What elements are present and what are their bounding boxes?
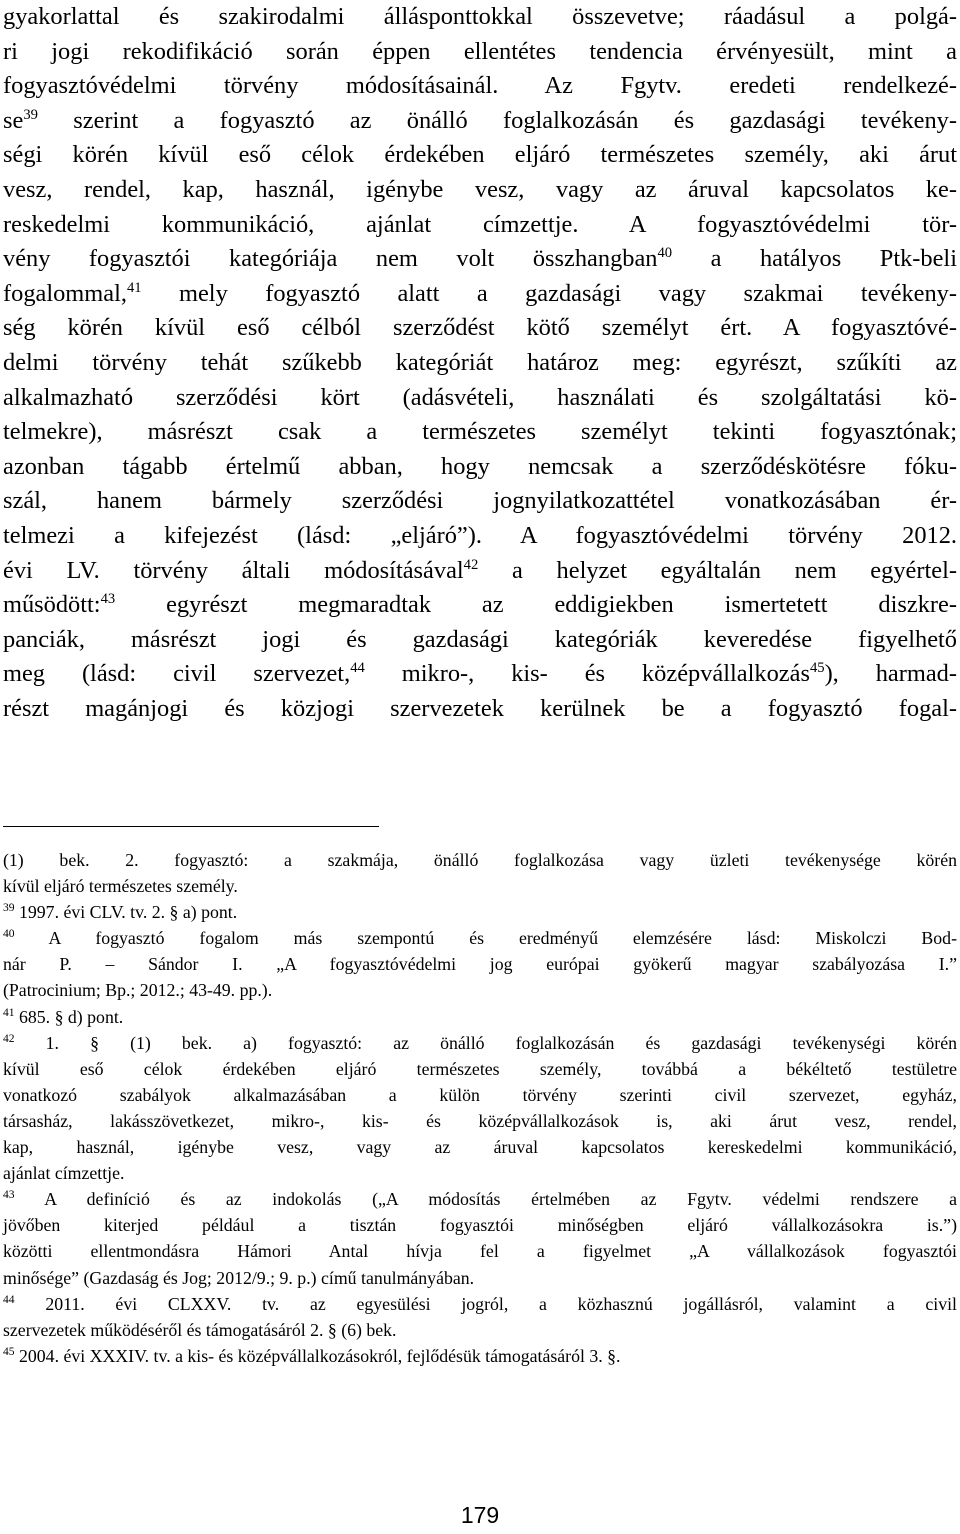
text-segment: 685. § d) pont.	[14, 1006, 124, 1027]
footnote-line	[3, 899, 957, 925]
text-segment: kívül eső célok érdekében eljáró természetes személy, továbbá a békéltető testületre	[3, 1058, 957, 1079]
footnote-line	[3, 925, 957, 951]
text-segment: telmekre), másrészt csak a természetes személyt tekinti fogyasztónak;	[3, 418, 957, 446]
footnote-line	[3, 1030, 957, 1056]
body-line	[3, 104, 957, 139]
text-segment: ), harmad-	[824, 660, 957, 688]
footnote-line	[3, 951, 957, 977]
footnote-reference: 42	[3, 1031, 15, 1045]
text-segment: vonatkozó szabályok alkalmazásában a külön törvény szerinti civil szervezet, egyház,	[3, 1084, 957, 1105]
footnote-line	[3, 1212, 957, 1238]
body-line	[3, 450, 957, 485]
footnote-reference: 45	[3, 1344, 15, 1358]
text-segment: a helyzet egyáltalán nem egyértel-	[478, 556, 957, 584]
text-segment: egyrészt megmaradtak az eddigiekben ismertetett diszkre-	[115, 591, 957, 619]
footnote-reference: 44	[3, 1292, 15, 1306]
footnote-line	[3, 1317, 957, 1343]
text-segment: évi LV. törvény általi módosításával	[3, 556, 464, 584]
body-line	[3, 657, 957, 692]
text-segment: vény fogyasztói kategóriája nem volt összhangban	[3, 245, 658, 273]
text-segment: szerint a fogyasztó az önálló foglalkozásán és gazdasági tevékeny-	[37, 106, 957, 134]
footnote-line	[3, 1291, 957, 1317]
footnote-line	[3, 1265, 957, 1291]
text-segment: (1) bek. 2. fogyasztó: a szakmája, önálló foglalkozása vagy üzleti tevékenysége körén	[3, 850, 957, 870]
text-segment: részt magánjogi és közjogi szervezetek kerülnek be a fogyasztó fogal-	[3, 694, 957, 722]
text-segment: alkalmazható szerződési kört (adásvételi, használati és szolgáltatási kö-	[3, 383, 957, 411]
text-segment: azonban tágabb értelmű abban, hogy nemcsak a szerződéskötésre fóku-	[3, 452, 957, 480]
footnotes	[3, 847, 957, 1369]
body-line	[3, 415, 957, 450]
body-line	[3, 519, 957, 554]
footnote-reference: 41	[126, 279, 142, 296]
text-segment: panciák, másrészt jogi és gazdasági kategóriák keveredése figyelhető	[3, 625, 957, 653]
text-segment: szál, hanem bármely szerződési jognyilatkozattétel vonatkozásában ér-	[3, 487, 957, 515]
text-segment: a hatályos Ptk-beli	[672, 245, 957, 273]
body-line	[3, 311, 957, 346]
text-segment: (Patrocinium; Bp.; 2012.; 43-49. pp.).	[3, 980, 273, 1001]
body-line	[3, 242, 957, 277]
text-segment: A fogyasztó fogalom más szempontú és eredményű elemzésére lásd: Miskolczi Bod-	[14, 928, 957, 949]
text-segment: ajánlat címzettje.	[3, 1163, 125, 1184]
footnote-line	[3, 1343, 957, 1369]
text-segment: telmezi a kifejezést (lásd: „eljáró”). A fogyasztóvédelmi törvény 2012.	[3, 521, 957, 549]
footnote-reference: 44	[350, 660, 365, 677]
body-line	[3, 277, 957, 312]
footnote-line	[3, 1186, 957, 1212]
text-segment: 2004. évi XXXIV. tv. a kis- és középvállalkozásokról, fejlődésük támogatásáról 3. §.	[14, 1345, 621, 1366]
footnote-line	[3, 847, 957, 873]
text-segment: kap, használ, igénybe vesz, vagy az áruval kapcsolatos kereskedelmi kommunikáció,	[3, 1137, 957, 1158]
footnote-line	[3, 873, 957, 899]
body-line	[3, 484, 957, 519]
text-segment: ri jogi rekodifikáció során éppen ellentétes tendencia érvényesült, mint a	[3, 37, 957, 65]
text-segment: műsödött:	[3, 591, 101, 619]
body-line	[3, 588, 957, 623]
footnote-reference: 45	[809, 660, 825, 677]
text-segment: minősége” (Gazdaság és Jog; 2012/9.; 9. p.) című tanulmányában.	[3, 1267, 475, 1288]
footnote-line	[3, 977, 957, 1003]
text-segment: szervezetek működéséről és támogatásáról 2. § (6) bek.	[3, 1319, 397, 1340]
footnote-reference: 39	[3, 901, 15, 915]
body-line	[3, 623, 957, 658]
text-segment: delmi törvény tehát szűkebb kategóriát határoz meg: egyrészt, szűkíti az	[3, 348, 957, 376]
body-line	[3, 381, 957, 416]
text-segment: fogalommal,	[3, 279, 127, 307]
footnote-reference: 42	[463, 556, 479, 573]
footnote-reference: 40	[3, 927, 15, 941]
footnote-reference: 43	[100, 590, 116, 607]
text-segment: közötti ellentmondásra Hámori Antal hívja fel a figyelmet „A vállalkozások fogyasztói	[3, 1241, 957, 1262]
footnote-reference: 39	[23, 106, 38, 123]
text-segment: 2011. évi CLXXV. tv. az egyesülési jogról, a közhasznú jogállásról, valamint a civil	[14, 1293, 957, 1314]
text-segment: reskedelmi kommunikáció, ajánlat címzettje. A fogyasztóvédelmi tör-	[3, 210, 957, 238]
footnote-line	[3, 1004, 957, 1030]
text-segment: ség körén kívül eső célból szerződést kötő személyt ért. A fogyasztóvé-	[3, 314, 957, 342]
footnote-reference: 40	[657, 245, 673, 262]
text-segment: fogyasztóvédelmi törvény módosításainál. Az Fgytv. eredeti rendelkezé-	[3, 72, 957, 100]
text-segment: jövőben kiterjed például a tisztán fogyasztói minőségben eljáró vállalkozásokra is.”)	[3, 1215, 957, 1236]
footnote-line	[3, 1134, 957, 1160]
footnote-line	[3, 1160, 957, 1186]
text-segment: gyakorlattal és szakirodalmi állásponttokkal összevetve; ráadásul a polgá-	[3, 3, 957, 30]
footnote-line	[3, 1238, 957, 1264]
body-line	[3, 138, 957, 173]
text-segment: 1. § (1) bek. a) fogyasztó: az önálló foglalkozásán és gazdasági tevékenységi körén	[14, 1032, 957, 1053]
body-line	[3, 554, 957, 589]
text-segment: A definíció és az indokolás („A módosítás értelmében az Fgytv. védelmi rendszere a	[14, 1189, 957, 1210]
body-line	[3, 35, 957, 70]
text-segment: társasház, lakásszövetkezet, mikro-, kis- és középvállalkozások is, aki árut vesz, rendel,	[3, 1110, 957, 1131]
page-number: 179	[460, 1502, 500, 1528]
text-segment: vesz, rendel, kap, használ, igénybe vesz, vagy az áruval kapcsolatos ke-	[3, 175, 957, 203]
body-line	[3, 346, 957, 381]
text-segment: kívül eljáró természetes személy.	[3, 876, 238, 897]
text-segment: se	[3, 106, 24, 134]
footnote-line	[3, 1108, 957, 1134]
body-line	[3, 0, 957, 35]
footnote-line	[3, 1082, 957, 1108]
footnote-line	[3, 1056, 957, 1082]
text-segment: meg (lásd: civil szervezet,	[3, 660, 351, 688]
body-text	[3, 0, 957, 726]
text-segment: mikro-, kis- és középvállalkozás	[364, 660, 810, 688]
body-line	[3, 208, 957, 243]
text-segment: 1997. évi CLV. tv. 2. § a) pont.	[14, 902, 238, 923]
footnote-separator	[3, 826, 379, 827]
footnote-reference: 41	[3, 1005, 15, 1019]
footnote-reference: 43	[3, 1188, 15, 1202]
body-line	[3, 692, 957, 727]
body-line	[3, 69, 957, 104]
text-segment: ségi körén kívül eső célok érdekében eljáró természetes személy, aki árut	[3, 141, 957, 169]
body-line	[3, 173, 957, 208]
text-segment: mely fogyasztó alatt a gazdasági vagy szakmai tevékeny-	[141, 279, 957, 307]
text-segment: nár P. – Sándor I. „A fogyasztóvédelmi jog európai gyökerű magyar szabályozása I.”	[3, 954, 957, 975]
